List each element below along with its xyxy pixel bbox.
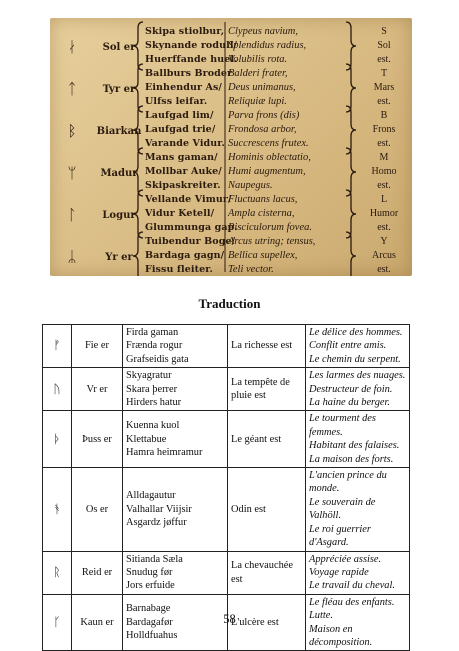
table-row (43, 551, 410, 594)
french-translation: L'ancien prince du monde. Le souverain de Valhöll. Le roi guerrier d'Asgard. (306, 468, 410, 551)
scan-rune-glyph: ᛚ (67, 206, 77, 224)
scan-rune-name: Madur (100, 168, 138, 179)
scan-line: Einhendur As/ Deus unimanus, Mars (145, 82, 395, 93)
scan-line: Laufgad lim/ Parva frons (dis) B (145, 110, 388, 121)
page-number: 58 (223, 612, 236, 626)
scan-rune-glyph: ᛏ (67, 80, 77, 98)
rune-meaning: Odin est (228, 468, 306, 551)
original-verse: Kuenna kuol Klettabue Hamra heimramur (123, 411, 228, 468)
rune-meaning: Le géant est (228, 411, 306, 468)
table-row (43, 411, 410, 468)
rune-name: Þuss er (72, 411, 123, 468)
scan-line: Ballburs Broder Balderi frater, T (145, 68, 388, 79)
scan-line: Vellande Vimur/ Fluctuans lacus, L (145, 194, 388, 205)
scan-rune-name: Biarkan (96, 126, 142, 137)
scan-rune-name: Tyr er (102, 84, 136, 95)
french-translation: Appréciée assise. Voyage rapide Le travail du cheval. (306, 551, 410, 594)
original-verse: Alldagautur Valhallar Viijsir Asgardz jøffur (123, 468, 228, 551)
rune-meaning: La chevauchée est (228, 551, 306, 594)
scan-line: Bardaga gagn/ Bellica supellex, Arcus (145, 250, 396, 261)
rune-glyph: ᚢ (43, 368, 72, 411)
original-verse: Skyagratur Skara þerrer Hirders hatur (123, 368, 228, 411)
rune-name: Vr er (72, 368, 123, 411)
rune-name: Fie er (72, 325, 123, 368)
scan-rune-name: Logur (102, 210, 136, 221)
original-verse: Firda gaman Frænda rogur Grafseidis gata (123, 325, 228, 368)
original-verse: Barnabage Bardagafør Holldfuahus (123, 594, 228, 651)
french-translation: Le fléau des enfants. Lutte. Maison en décomposition. (306, 594, 410, 651)
scan-line: Skynande rodull/ Splendidus radius, Sol (145, 40, 391, 51)
scan-rune-name: Sol er (102, 42, 136, 53)
scan-rune-glyph: ᛘ (67, 164, 77, 182)
scan-line: Varande Vidur. Succrescens frutex. est. (145, 138, 391, 149)
rune-meaning: La richesse est (228, 325, 306, 368)
table-row (43, 325, 410, 368)
rune-meaning: L'ulcère est (228, 594, 306, 651)
scan-line: Skipa stiolbur, Clypeus navium, S (145, 26, 387, 37)
table-row (43, 368, 410, 411)
french-translation: Le tourment des femmes. Habitant des falaises. La maison des forts. (306, 411, 410, 468)
scan-line: Glummunga gap. Pisciculorum fovea. est. (145, 222, 391, 233)
scan-rune-glyph: ᛒ (67, 122, 77, 140)
rune-name: Os er (72, 468, 123, 551)
scan-line: Skipaskreiter. Naupegus. est. (145, 180, 391, 191)
scan-rune-glyph: ᛅ (67, 38, 77, 56)
table-row (43, 468, 410, 551)
rune-name: Reid er (72, 551, 123, 594)
scan-line: Huerffande huel. Volubilis rota. est. (145, 54, 391, 65)
translation-table (42, 324, 410, 651)
scan-rune-name: Yr er (105, 252, 133, 263)
rune-name: Kaun er (72, 594, 123, 651)
rune-glyph: ᚦ (43, 411, 72, 468)
original-verse: Sitianda Sæla Snudug før Jors erfuide (123, 551, 228, 594)
french-translation: Le délice des hommes. Conflit entre amis. Le chemin du serpent. (306, 325, 410, 368)
scan-rune-glyph: ᛦ (67, 248, 77, 266)
rune-glyph: ᚴ (43, 594, 72, 651)
scanned-manuscript-image (50, 18, 412, 276)
rune-glyph: ᚠ (43, 325, 72, 368)
scan-line: Laufgad trie/ Frondosa arbor, Frons (145, 124, 396, 135)
scan-line: Fissu fleiter. Teli vector. est. (145, 264, 391, 275)
rune-meaning: La tempête de pluie est (228, 368, 306, 411)
scan-line: Mans gaman/ Hominis oblectatio, M (145, 152, 389, 163)
page-title: Traduction (198, 296, 261, 311)
scan-line: Ulfss leifar. Reliquiæ lupi. est. (145, 96, 391, 107)
french-translation: Les larmes des nuages. Destructeur de foin. La haine du berger. (306, 368, 410, 411)
scan-line: Vidur Ketell/ Ampla cisterna, Humor (145, 208, 399, 219)
scan-line: Tuibendur Boge/ Arcus utring; tensus, Y (145, 236, 388, 247)
rune-glyph: ᚱ (43, 551, 72, 594)
rune-glyph: ᚬ (43, 468, 72, 551)
scan-line: Mollbar Auke/ Humi augmentum, Homo (145, 166, 397, 177)
